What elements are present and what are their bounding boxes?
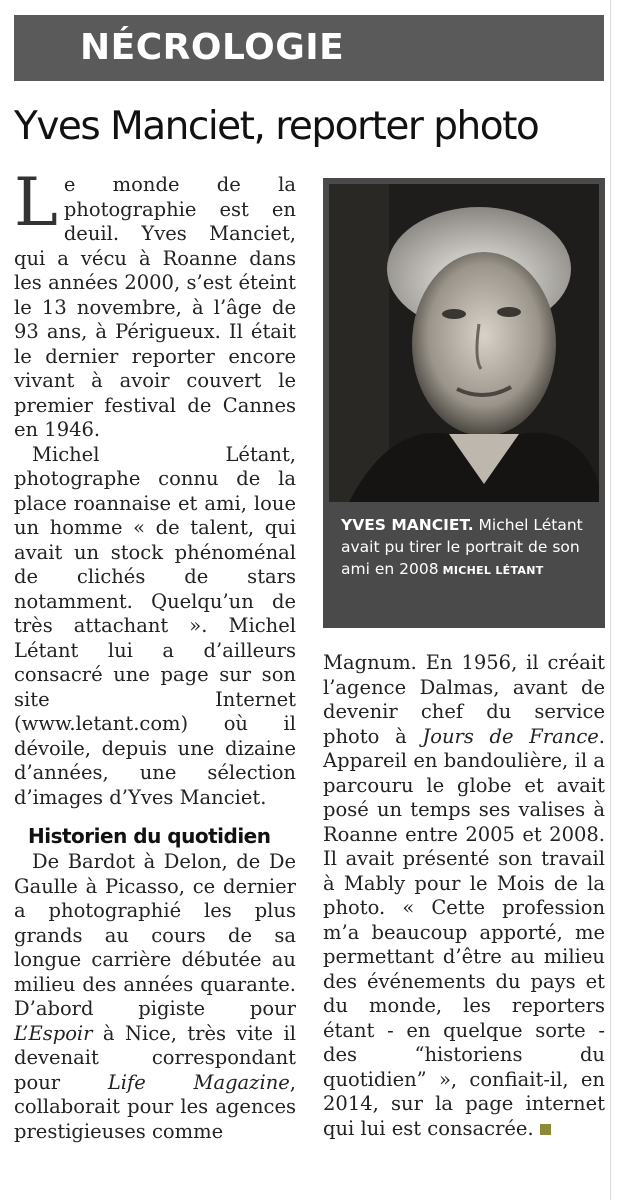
article-headline: Yves Manciet, reporter photo bbox=[14, 104, 539, 149]
career-text-1: De Bardot à Delon, de De Gaulle à Picasso, ce dernier a photographié les plus grands au cours de sa longue carrière débutée au milieu des années quarante. D’abord pigiste pour bbox=[14, 850, 296, 1020]
publication-jours-de-france: Jours de France bbox=[422, 724, 599, 748]
paragraph-career bbox=[14, 850, 296, 1144]
caption-text: Michel Létant avait pu tirer le portrait de son ami en 2008 bbox=[341, 516, 583, 578]
photo-caption bbox=[341, 514, 599, 582]
publication-espoir: L’Espoir bbox=[14, 1021, 93, 1045]
magnum-text-2: . Appareil en bandoulière, il a parcouru le globe et avait posé un temps ses valises à Roanne entre 2005 et 2008. Il avait présenté son travail à Mably pour le Mois de la photo. « Cette profession m’a beaucoup apporté, me permettant d’être au milieu des événements du pays et du monde, les reporters étant - en quelque sorte - des “historiens du quotidien” », confiait-il, en 2014, sur la page internet qui lui est consacrée. bbox=[323, 724, 605, 1140]
photo-box bbox=[323, 178, 605, 628]
page-edge-divider bbox=[610, 0, 611, 1200]
article-subheading: Historien du quotidien bbox=[28, 824, 271, 848]
section-title: NÉCROLOGIE bbox=[80, 27, 345, 68]
paragraph-intro bbox=[14, 164, 296, 443]
paragraph-magnum bbox=[323, 651, 605, 1141]
publication-life: Life Magazine bbox=[107, 1070, 290, 1094]
section-banner bbox=[14, 15, 604, 81]
portrait-photo bbox=[329, 184, 599, 502]
photo-credit: MICHEL LÉTANT bbox=[442, 564, 544, 577]
caption-name: YVES MANCIET. bbox=[341, 516, 474, 534]
paragraph-intro-text: e monde de la photographie est en deuil. Yves Manciet, qui a vécu à Roanne dans les années 2000, s’est éteint le 13 novembre, à l’âge de 93 ans, à Périgueux. Il était le dernier reporter encore vivant à avoir couvert le premier festival de Cannes en 1946. bbox=[14, 173, 296, 441]
article-column-left bbox=[14, 164, 296, 1144]
end-of-article-icon bbox=[540, 1124, 551, 1135]
portrait-illustration bbox=[329, 184, 599, 502]
career-text-2: à Nice, très vite il devenait correspondant pour bbox=[14, 1021, 296, 1094]
drop-cap: L bbox=[14, 164, 58, 241]
paragraph-letant: Michel Létant, photographe connu de la place roannaise et ami, loue un homme « de talent, qui avait un stock phénoménal de clichés de stars notamment. Quelqu’un de très attachant ». Michel Létant lui a d’ailleurs consacré une page sur son site Internet (www.letant.com) où il dévoile, depuis une dizaine d’années, une sélection d’images d’Yves Manciet. bbox=[14, 442, 296, 809]
career-text-3: , collaborait pour les agences prestigieuses comme bbox=[14, 1070, 296, 1143]
article-column-right bbox=[323, 651, 605, 1141]
magnum-text-1: Magnum. En 1956, il créait l’agence Dalmas, avant de devenir chef du service photo à bbox=[323, 651, 605, 748]
